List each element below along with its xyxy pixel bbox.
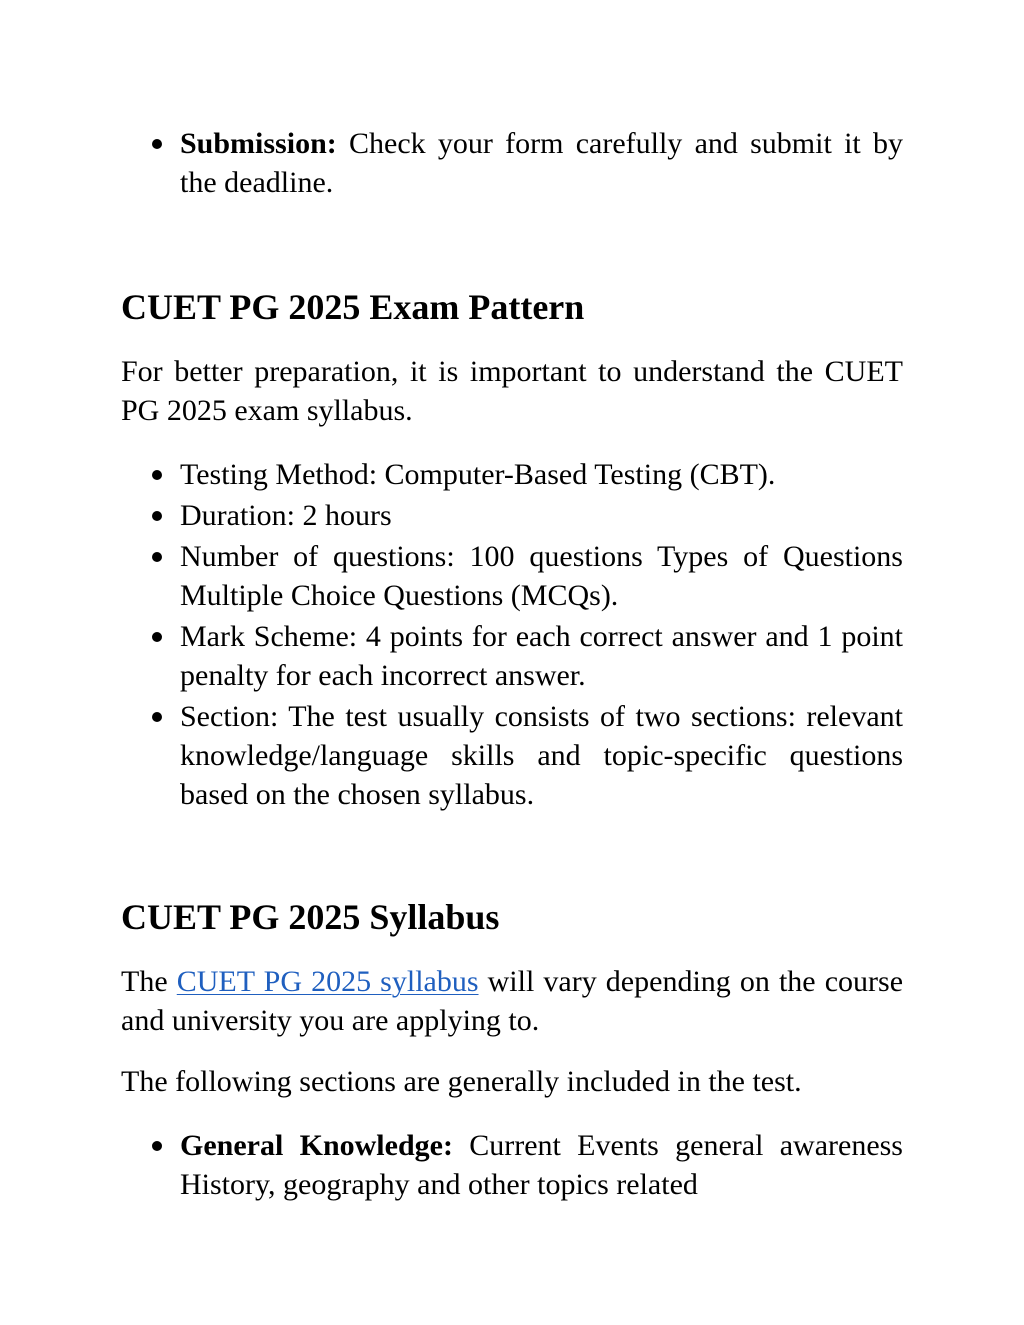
list-item-duration: [121, 496, 903, 535]
bullet-icon: [152, 632, 162, 642]
list-item-testing-method: [121, 455, 903, 494]
bullet-icon: [152, 139, 162, 149]
bullet-icon: [152, 712, 162, 722]
exam-pattern-list: [121, 455, 903, 814]
submission-text: Check your form carefully and submit it by the deadline.: [180, 127, 903, 199]
general-knowledge-label: General Knowledge:: [180, 1129, 453, 1162]
exam-pattern-intro: For better preparation, it is important to understand the CUET PG 2025 exam syllabus.: [121, 355, 903, 427]
list-item-number-of-questions: [121, 537, 903, 615]
syllabus-heading: CUET PG 2025 Syllabus: [121, 897, 500, 937]
list-item-section: [121, 697, 903, 814]
bullet-icon: [152, 1141, 162, 1151]
syllabus-link[interactable]: CUET PG 2025 syllabus: [176, 965, 479, 998]
list-item-general-knowledge: [121, 1126, 903, 1204]
general-knowledge-text: Current Events general awareness History, geography and other topics related: [180, 1129, 903, 1201]
syllabus-list: [121, 1126, 903, 1204]
syllabus-intro-after: will vary depending on the course and university you are applying to.: [121, 965, 904, 1037]
list-item-mark-scheme: [121, 617, 903, 695]
exam-pattern-heading: CUET PG 2025 Exam Pattern: [121, 287, 585, 327]
syllabus-intro-before: The: [121, 965, 177, 998]
list-item-text: Section: The test usually consists of two sections: relevant knowledge/language skills and topic-specific questions based on the chosen syllabus.: [180, 700, 903, 811]
bullet-icon: [152, 511, 162, 521]
submission-label: Submission:: [180, 127, 337, 160]
list-item-text: Testing Method: Computer-Based Testing (CBT).: [180, 458, 776, 491]
list-item-text: Number of questions: 100 questions Types of Questions Multiple Choice Questions (MCQs).: [180, 540, 903, 612]
bullet-icon: [152, 552, 162, 562]
bullet-icon: [152, 470, 162, 480]
syllabus-intro: [121, 962, 903, 1040]
submission-list: [121, 124, 903, 202]
list-item-text: Mark Scheme: 4 points for each correct answer and 1 point penalty for each incorrect answer.: [180, 620, 903, 692]
list-item-submission: [121, 124, 903, 202]
sections-line: The following sections are generally included in the test.: [121, 1065, 802, 1098]
list-item-text: Duration: 2 hours: [180, 499, 392, 532]
